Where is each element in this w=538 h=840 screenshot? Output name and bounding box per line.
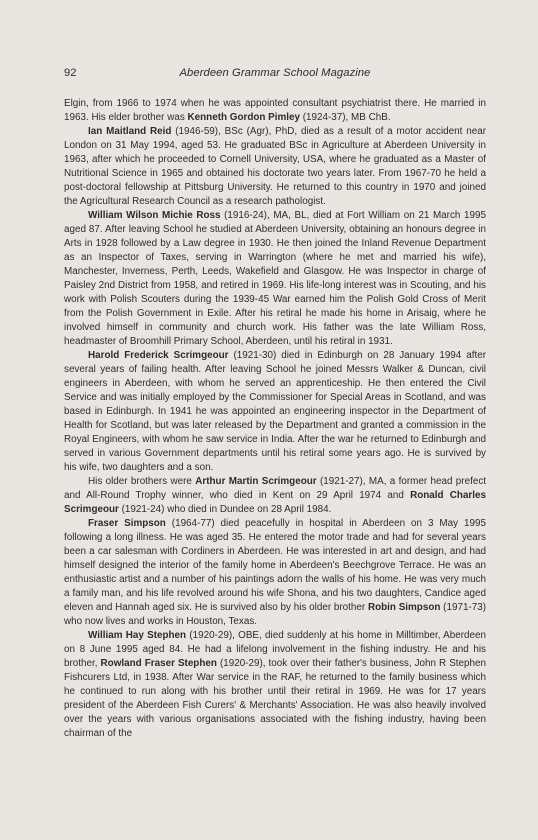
paragraph-text: (1946-59), BSc (Agr), PhD, died as a result of a motor accident near London on 31 May 1994, aged 53. He graduated BSc in Agriculture at Aberdeen University in 1963, after which he proceeded to Cornell University, USA, where he graduated as a Master of Nutritional Science in 1965 and obtained his doctorate two years later. From 1967-70 he held a post-doctoral fellowship at Pittsburg University. He returned to this country in 1970 and joined the Agricultural Research Council as a research pathologist. [64, 126, 486, 207]
obituary-paragraph [64, 517, 486, 629]
person-name: Arthur Martin Scrimgeour [195, 476, 317, 487]
person-name: Ronald Charles Scrimgeour [64, 490, 487, 515]
running-title: Aberdeen Grammar School Magazine [179, 67, 371, 79]
paragraph-text: (1964-77) died peacefully in hospital in Aberdeen on 3 May 1995 following a long illness. He was aged 35. He entered the motor trade and had for several years been a car salesman with Cordiners in Aberdeen. He was interested in art and design, and had himself designed the interior of the family home in Aberdeen's Beechgrove Terrace. He was an enthusiastic artist and a number of his paintings adorn the walls of his home. He was very much a family man, and his life revolved around his wife Shona, and his two daughters, Candice aged eleven and Hannah aged six. He is survived also by his older brother [64, 518, 486, 613]
paragraph-text: (1921-24) who died in Dundee on 28 April 1984. [118, 504, 332, 515]
paragraph-text: Elgin, from 1966 to 1974 when he was appointed consultant psychiatrist there. He married in 1963. His elder brother was [64, 98, 486, 123]
obituary-text [64, 97, 486, 741]
obituary-paragraph [64, 97, 486, 125]
person-name: Robin Simpson [367, 602, 441, 613]
paragraph-text: (1916-24), MA, BL, died at Fort William on 21 March 1995 aged 87. After leaving School he studied at Aberdeen University, obtaining an honours degree in Arts in 1928 followed by a Law degree in 1930. He then joined the Inland Revenue Department as an Inspector of Taxes, serving in Warrington (where he met and married his wife), Manchester, Inverness, Perth, Leeds, Wakefield and Glasgow. He was Inspector in charge of Paisley 2nd District from 1958, and retired in 1969. His life-long interest was in Scouting, and his work with Polish Scouters during the 1939-45 War earned him the Polish Gold Cross of Merit from the Polish Government in Exile. After his retiral he made his home in Arisaig, where he involved himself in community and church work. His father was the late William Ross, headmaster of Broomhill Primary School, Aberdeen, until his retiral in 1931. [64, 210, 486, 347]
paragraph-text: (1921-30) died in Edinburgh on 28 January 1994 after several years of failing health. After leaving School he joined Messrs Walker & Duncan, civil engineers in Aberdeen, with whom he served an apprenticeship. He then entered the Civil Service and was initially employed by the Commissioner for Special Areas in Scotland, and was based in Edinburgh. In 1941 he was appointed an engineering inspector in the Department of Health for Scotland, but was later released by the Department and granted a commission in the Royal Engineers, with whom he saw service in India. After the war he returned to Edinburgh and served in various Government departments until his retiral some years ago. He is survived by his wife, two daughters and a son. [64, 350, 486, 473]
obituary-paragraph [64, 475, 486, 517]
page-header [64, 66, 486, 80]
obituary-paragraph [64, 629, 486, 741]
paragraph-text: His older brothers were [88, 476, 196, 487]
paragraph-text: (1924-37), MB ChB. [300, 112, 391, 123]
person-name: Rowland Fraser Stephen [100, 658, 217, 669]
paragraph-text: (1920-29), OBE, died suddenly at his home in Milltimber, Aberdeen on 8 June 1995 aged 84. He had a lifelong involvement in the fishing industry. He and his brother, [64, 630, 486, 669]
paragraph-text: (1971-73) who now lives and works in Houston, Texas. [64, 602, 486, 627]
person-name: William Hay Stephen [88, 630, 187, 641]
person-name: Kenneth Gordon Pimley [187, 112, 300, 123]
obituary-paragraph [64, 209, 486, 349]
person-name: Fraser Simpson [88, 518, 166, 529]
obituary-paragraph [64, 349, 486, 475]
paragraph-text: (1920-29), took over their father's business, John R Stephen Fishcurers Ltd, in 1938. After War service in the RAF, he returned to the family business which he continued to run along with his brother until their retiral in 1969. He was for 17 years president of the Aberdeen Fish Curers' & Merchants' Association. He was also heavily involved over the years with various organisations associated with the fishing industry, having been chairman of the [64, 658, 487, 739]
page-number: 92 [64, 67, 77, 79]
person-name: Ian Maitland Reid [88, 126, 172, 137]
person-name: Harold Frederick Scrimgeour [88, 350, 229, 361]
paragraph-text: (1921-27), MA, a former head prefect and All-Round Trophy winner, who died in Kent on 29 April 1974 and [64, 476, 487, 501]
person-name: William Wilson Michie Ross [88, 210, 221, 221]
obituary-paragraph [64, 125, 486, 209]
